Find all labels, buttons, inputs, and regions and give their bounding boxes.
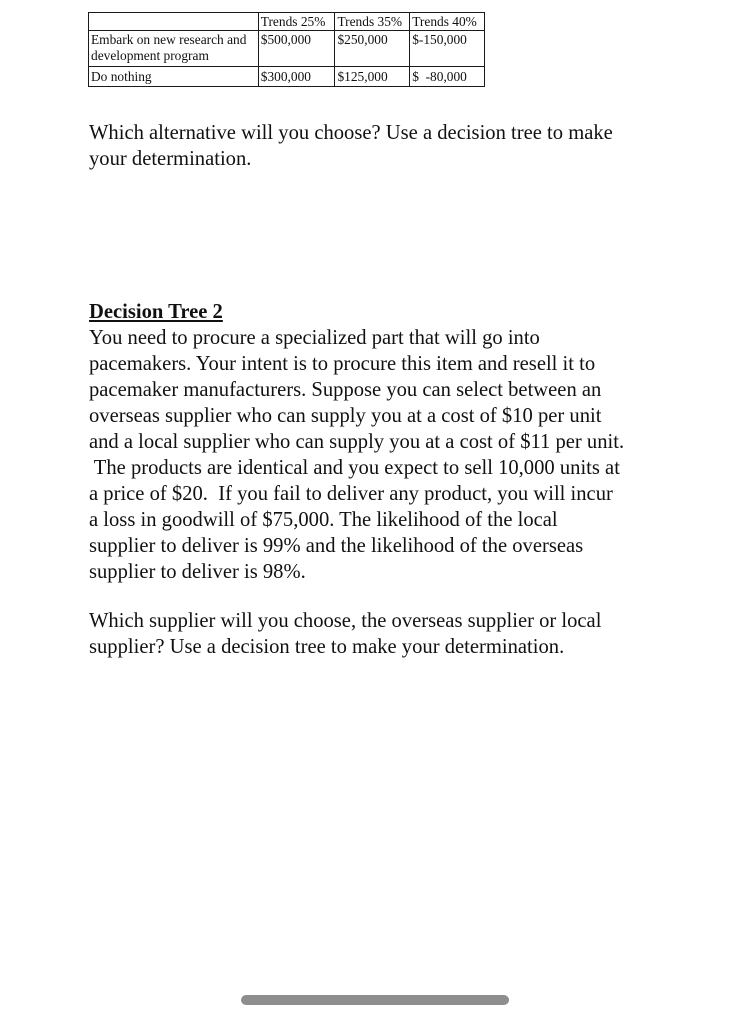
table-cell: $ -80,000 [410,67,485,87]
text-line: supplier to deliver is 99% and the likelihood of the overseas [89,535,584,557]
text-line: pacemaker manufacturers. Suppose you can select between an [89,379,602,401]
question-1 [89,120,679,172]
table-cell: $-150,000 [410,31,485,67]
text-line: a price of $20. If you fail to deliver any product, you will incur [89,483,613,505]
table-cell: $125,000 [335,67,410,87]
table-header-cell [89,13,259,31]
table-cell: $250,000 [335,31,410,67]
text-line: a loss in goodwill of $75,000. The likelihood of the local [89,509,558,531]
text-line: You need to procure a specialized part that will go into [89,327,540,349]
row-label: Embark on new research and development program [89,31,259,67]
problem-description [89,325,679,585]
payoff-table [88,12,485,87]
text-line: Which alternative will you choose? Use a decision tree to make [89,122,613,144]
question-2 [89,608,679,660]
text-line: Which supplier will you choose, the overseas supplier or local [89,610,602,632]
table-row [89,67,485,87]
text-line: pacemakers. Your intent is to procure this item and resell it to [89,353,596,375]
section-heading: Decision Tree 2 [89,301,223,323]
text-line: supplier? Use a decision tree to make your determination. [89,636,565,658]
text-line: and a local supplier who can supply you at a cost of $11 per unit. [89,431,625,453]
table-row [89,31,485,67]
table-cell: $500,000 [258,31,335,67]
row-label: Do nothing [89,67,259,87]
text-line: supplier to deliver is 98%. [89,561,306,583]
text-line: your determination. [89,148,252,170]
table-header-cell: Trends 25% [258,13,335,31]
text-line: The products are identical and you expect to sell 10,000 units at [89,457,620,479]
table-header-row [89,13,485,31]
table-header-cell: Trends 40% [410,13,485,31]
table-cell: $300,000 [258,67,335,87]
home-indicator[interactable] [241,995,509,1005]
table-header-cell: Trends 35% [335,13,410,31]
text-line: overseas supplier who can supply you at a cost of $10 per unit [89,405,602,427]
